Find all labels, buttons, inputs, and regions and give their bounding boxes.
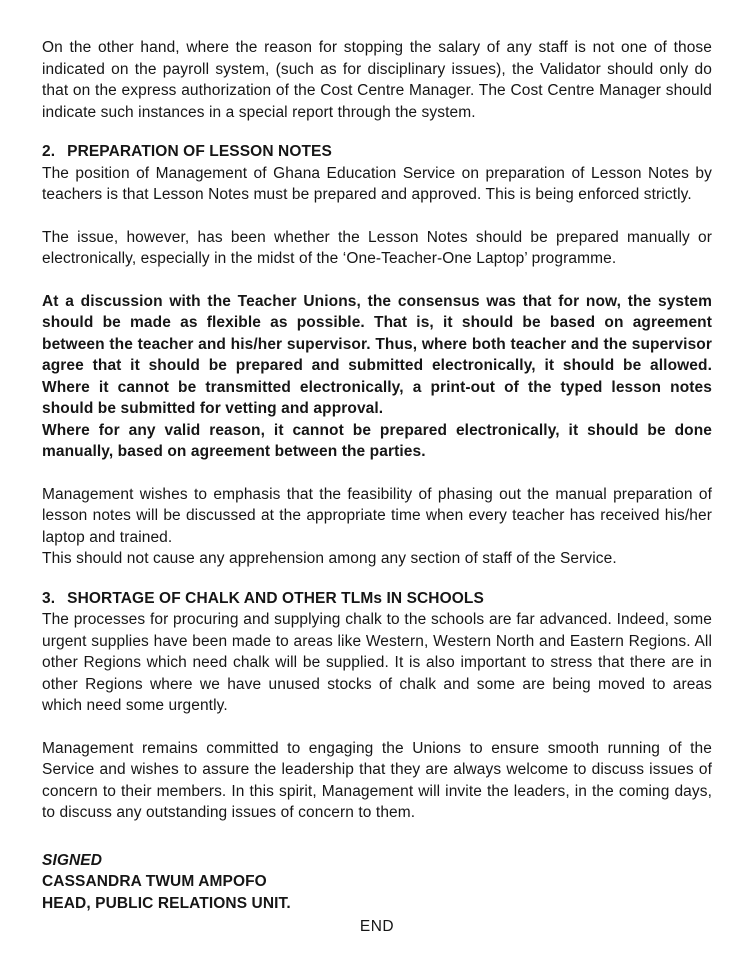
paragraph-salary-validation: On the other hand, where the reason for stopping the salary of any staff is not one of those indicated on the payroll system, (such as for disciplinary issues), the Validator should only do that on the express authorization of the Cost Centre Manager. The Cost Centre Manager should indicate such instances in a special report through the system. [42,39,712,121]
section-heading-lesson-notes [42,141,712,163]
section-number: 2. [42,143,56,160]
section-heading-chalk-shortage [42,588,712,610]
paragraph-lesson-notes-position: The position of Management of Ghana Education Service on preparation of Lesson Notes by teachers is that Lesson Notes must be prepared and approved. This is being enforced strictly. [42,164,712,203]
section-number: 3. [42,589,56,607]
signed-label: SIGNED [42,851,103,869]
paragraph-chalk-supply: The processes for procuring and supplying chalk to the schools are far advanced. Indeed, some urgent supplies have been made to areas like Western, Western North and Eastern Regions. All other Regions which need chalk will be supplied. It is also important to stress that there are in other Regions where we have unused stocks of chalk and some are being moved to areas which need some urgently. [42,611,712,714]
paragraph-teacher-unions-consensus: At a discussion with the Teacher Unions, the consensus was that for now, the system should be made as flexible as possible. That is, it should be based on agreement between the teacher and his/her supervisor. Thus, where both teacher and the supervisor agree that it should be prepared and submitted electronically, it should be allowed. Where it cannot be transmitted electronically, a print-out of the typed lesson notes should be submitted for vetting and approval. [42,292,712,417]
section-title: SHORTAGE OF CHALK AND OTHER TLMs IN SCHOOLS [67,589,484,607]
end-marker: END [359,918,395,935]
paragraph-engaging-unions: Management remains committed to engaging the Unions to ensure smooth running of the Service and wishes to assure the leadership that they are always welcome to discuss issues of concern to their members. In this spirit, Management will invite the leaders, in the coming days, to discuss any outstanding issues of concern to them. [42,739,712,821]
paragraph-no-apprehension: This should not cause any apprehension among any section of staff of the Service. [42,550,617,567]
signatory-title: HEAD, PUBLIC RELATIONS UNIT. [42,894,291,912]
paragraph-valid-reason-manual: Where for any valid reason, it cannot be prepared electronically, it should be done manually, based on agreement between the parties. [42,421,712,460]
paragraph-lesson-notes-issue: The issue, however, has been whether the Lesson Notes should be prepared manually or electronically, especially in the midst of the ‘One-Teacher-One Laptop’ programme. [42,228,712,267]
section-title: PREPARATION OF LESSON NOTES [67,143,332,160]
signature-block [42,850,712,915]
signatory-name: CASSANDRA TWUM AMPOFO [42,873,267,890]
paragraph-phasing-out-manual: Management wishes to emphasis that the feasibility of phasing out the manual preparation of lesson notes will be discussed at the appropriate time when every teacher has received his/her laptop and trained. [42,485,712,546]
